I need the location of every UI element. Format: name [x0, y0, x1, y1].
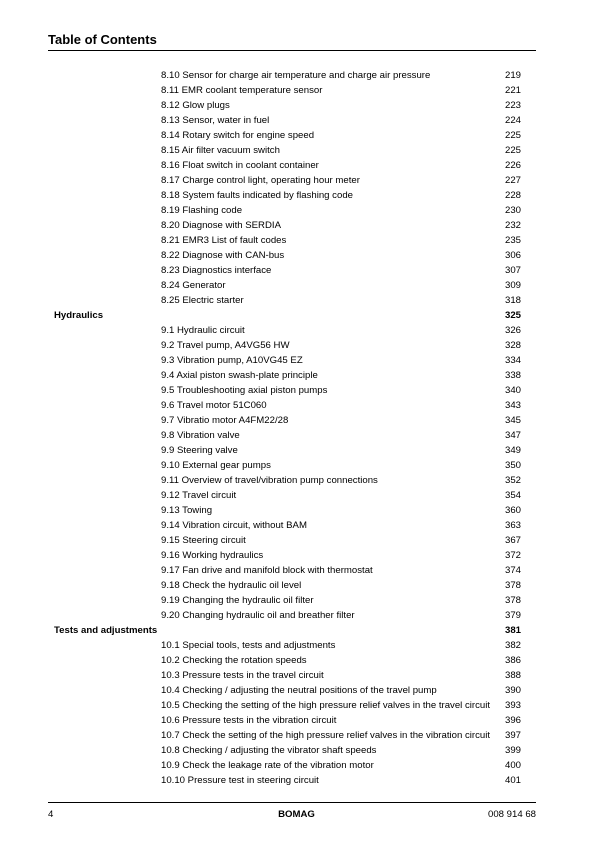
toc-page-number: 352: [505, 475, 522, 486]
toc-entry-row[interactable]: [0, 338, 593, 353]
toc-entry-row[interactable]: [0, 758, 593, 773]
toc-page-number: 225: [505, 145, 522, 156]
toc-entry-label: 8.18 System faults indicated by flashing code: [161, 190, 353, 201]
toc-entry-row[interactable]: [0, 548, 593, 563]
toc-entry-row[interactable]: [0, 143, 593, 158]
toc-entry-row[interactable]: [0, 98, 593, 113]
toc-entry-label: 8.19 Flashing code: [161, 205, 243, 216]
toc-entry-row[interactable]: [0, 713, 593, 728]
toc-entry-label: 9.19 Changing the hydraulic oil filter: [161, 595, 314, 606]
toc-entry-row[interactable]: [0, 173, 593, 188]
toc-entry-label: 9.12 Travel circuit: [161, 490, 237, 501]
toc-page-number: 228: [505, 190, 522, 201]
toc-section-row[interactable]: [0, 623, 593, 638]
toc-page-number: 223: [505, 100, 522, 111]
toc-page-number: 326: [505, 325, 522, 336]
toc-entry-label: 8.11 EMR coolant temperature sensor: [161, 85, 323, 96]
toc-entry-label: 8.20 Diagnose with SERDIA: [161, 220, 281, 231]
toc-page-number: 378: [505, 595, 522, 606]
toc-entry-label: 9.4 Axial piston swash-plate principle: [161, 370, 318, 381]
toc-entry-label: 9.16 Working hydraulics: [161, 550, 264, 561]
toc-entry-label: 9.10 External gear pumps: [161, 460, 271, 471]
toc-entry-label: 9.7 Vibratio motor A4FM22/28: [161, 415, 289, 426]
toc-entry-label: 9.3 Vibration pump, A10VG45 EZ: [161, 355, 303, 366]
toc-entry-row[interactable]: [0, 443, 593, 458]
toc-entry-row[interactable]: [0, 368, 593, 383]
toc-entry-label: 10.10 Pressure test in steering circuit: [161, 775, 319, 786]
toc-entry-label: 9.13 Towing: [161, 505, 213, 516]
toc-entry-row[interactable]: [0, 473, 593, 488]
toc-entry-row[interactable]: [0, 158, 593, 173]
toc-page-number: 350: [505, 460, 522, 471]
toc-entry-label: 10.4 Checking / adjusting the neutral positions of the travel pump: [161, 685, 437, 696]
toc-entry-row[interactable]: [0, 278, 593, 293]
toc-entry-row[interactable]: [0, 293, 593, 308]
toc-entry-row[interactable]: [0, 233, 593, 248]
toc-entry-label: 9.9 Steering valve: [161, 445, 238, 456]
toc-entry-label: 9.20 Changing hydraulic oil and breather filter: [161, 610, 355, 621]
toc-page-number: 374: [505, 565, 522, 576]
toc-entry-label: 8.24 Generator: [161, 280, 226, 291]
toc-page-number: 232: [505, 220, 522, 231]
toc-page-number: 338: [505, 370, 522, 381]
toc-page-number: 307: [505, 265, 522, 276]
toc-page-number: 396: [505, 715, 522, 726]
toc-entry-row[interactable]: [0, 383, 593, 398]
footer-page-number: 4: [48, 809, 54, 820]
toc-entry-label: 9.18 Check the hydraulic oil level: [161, 580, 302, 591]
toc-page-number: 382: [505, 640, 522, 651]
toc-entry-row[interactable]: [0, 323, 593, 338]
toc-entry-label: 8.17 Charge control light, operating hour meter: [161, 175, 360, 186]
toc-page-number: 235: [505, 235, 522, 246]
toc-entry-label: 9.15 Steering circuit: [161, 535, 246, 546]
toc-entry-label: 9.17 Fan drive and manifold block with thermostat: [161, 565, 373, 576]
toc-entry-label: 8.13 Sensor, water in fuel: [161, 115, 270, 126]
toc-page-number: 400: [505, 760, 522, 771]
toc-page-number: 343: [505, 400, 522, 411]
toc-page-number: 381: [505, 625, 522, 636]
toc-page-number: 340: [505, 385, 522, 396]
toc-entry-label: 8.12 Glow plugs: [161, 100, 230, 111]
toc-entry-row[interactable]: [0, 683, 593, 698]
toc-page-number: 379: [505, 610, 522, 621]
page-title: Table of Contents: [48, 32, 157, 47]
toc-page-number: 334: [505, 355, 522, 366]
toc-entry-row[interactable]: [0, 188, 593, 203]
toc-entry-row[interactable]: [0, 113, 593, 128]
toc-entry-row[interactable]: [0, 68, 593, 83]
toc-entry-label: 10.9 Check the leakage rate of the vibration motor: [161, 760, 374, 771]
toc-entry-row[interactable]: [0, 608, 593, 623]
toc-entry-row[interactable]: [0, 203, 593, 218]
toc-page-number: 367: [505, 535, 522, 546]
toc-page-number: 325: [505, 310, 522, 321]
toc-page-number: 349: [505, 445, 522, 456]
toc-entry-row[interactable]: [0, 263, 593, 278]
toc-page-number: 226: [505, 160, 522, 171]
toc-entry-row[interactable]: [0, 503, 593, 518]
toc-page-number: 393: [505, 700, 522, 711]
toc-page-number: 399: [505, 745, 522, 756]
toc-page-number: 306: [505, 250, 522, 261]
toc-entry-row[interactable]: [0, 563, 593, 578]
toc-entry-row[interactable]: [0, 488, 593, 503]
toc-page-number: 318: [505, 295, 522, 306]
toc-page-number: 328: [505, 340, 522, 351]
header-rule: [48, 50, 536, 51]
toc-entry-label: 9.1 Hydraulic circuit: [161, 325, 245, 336]
toc-entry-label: 8.23 Diagnostics interface: [161, 265, 272, 276]
toc-entry-label: 9.5 Troubleshooting axial piston pumps: [161, 385, 328, 396]
toc-entry-label: 8.14 Rotary switch for engine speed: [161, 130, 315, 141]
toc-entry-row[interactable]: [0, 533, 593, 548]
footer-doc-number: 008 914 68: [487, 809, 536, 820]
toc-entry-label: 9.8 Vibration valve: [161, 430, 240, 441]
toc-entry-row[interactable]: [0, 653, 593, 668]
toc-page-number: 224: [505, 115, 522, 126]
toc-page-number: 363: [505, 520, 522, 531]
toc-entry-label: 10.8 Checking / adjusting the vibrator shaft speeds: [161, 745, 377, 756]
toc-entry-label: 9.6 Travel motor 51C060: [161, 400, 267, 411]
toc-entry-row[interactable]: [0, 428, 593, 443]
toc-page-number: 401: [505, 775, 522, 786]
toc-page-number: 388: [505, 670, 522, 681]
toc-entry-row[interactable]: [0, 518, 593, 533]
toc-entry-row[interactable]: [0, 578, 593, 593]
toc-entry-label: 8.15 Air filter vacuum switch: [161, 145, 280, 156]
toc-section-label: Hydraulics: [54, 310, 104, 321]
toc-entry-label: 10.2 Checking the rotation speeds: [161, 655, 307, 666]
toc-page-number: 397: [505, 730, 522, 741]
toc-page-number: 345: [505, 415, 522, 426]
toc-entry-row[interactable]: [0, 593, 593, 608]
toc-page-number: 221: [505, 85, 522, 96]
toc-section-row[interactable]: [0, 308, 593, 323]
toc-entry-label: 10.5 Checking the setting of the high pressure relief valves in the travel circuit: [161, 700, 491, 711]
footer-brand: BOMAG: [278, 809, 315, 820]
toc-entry-row[interactable]: [0, 458, 593, 473]
toc-page-number: 225: [505, 130, 522, 141]
toc-page-number: 354: [505, 490, 522, 501]
footer-rule: [48, 802, 536, 803]
toc-entry-row[interactable]: [0, 248, 593, 263]
toc-entry-row[interactable]: [0, 413, 593, 428]
toc-section-label: Tests and adjustments: [54, 625, 158, 636]
toc-entry-label: 10.7 Check the setting of the high pressure relief valves in the vibration circuit: [161, 730, 491, 741]
toc-page-number: 230: [505, 205, 522, 216]
toc-page-number: 390: [505, 685, 522, 696]
toc-entry-row[interactable]: [0, 128, 593, 143]
toc-entry-label: 9.11 Overview of travel/vibration pump connections: [161, 475, 378, 486]
toc-entry-label: 8.22 Diagnose with CAN-bus: [161, 250, 285, 261]
toc-entry-row[interactable]: [0, 773, 593, 788]
toc-entry-row[interactable]: [0, 743, 593, 758]
toc-entry-label: 8.10 Sensor for charge air temperature and charge air pressure: [161, 70, 431, 81]
toc-page-number: 386: [505, 655, 522, 666]
toc-entry-label: 10.1 Special tools, tests and adjustments: [161, 640, 336, 651]
toc-entry-row[interactable]: [0, 83, 593, 98]
toc-entry-label: 9.2 Travel pump, A4VG56 HW: [161, 340, 290, 351]
toc-page-number: 378: [505, 580, 522, 591]
toc-page-number: 309: [505, 280, 522, 291]
toc-entry-label: 9.14 Vibration circuit, without BAM: [161, 520, 307, 531]
toc-entry-label: 8.16 Float switch in coolant container: [161, 160, 319, 171]
toc-entry-row[interactable]: [0, 398, 593, 413]
toc-page-number: 347: [505, 430, 522, 441]
toc-page-number: 219: [505, 70, 522, 81]
toc-entry-label: 8.25 Electric starter: [161, 295, 244, 306]
toc-page-number: 372: [505, 550, 522, 561]
toc-entry-row[interactable]: [0, 638, 593, 653]
toc-entry-row[interactable]: [0, 353, 593, 368]
toc-entry-label: 10.3 Pressure tests in the travel circuit: [161, 670, 324, 681]
toc-entry-label: 10.6 Pressure tests in the vibration circuit: [161, 715, 337, 726]
toc-page-number: 227: [505, 175, 522, 186]
toc-entry-label: 8.21 EMR3 List of fault codes: [161, 235, 287, 246]
toc-page-number: 360: [505, 505, 522, 516]
toc-entry-row[interactable]: [0, 218, 593, 233]
toc-entry-row[interactable]: [0, 668, 593, 683]
toc-entry-row[interactable]: [0, 728, 593, 743]
toc-entry-row[interactable]: [0, 698, 593, 713]
